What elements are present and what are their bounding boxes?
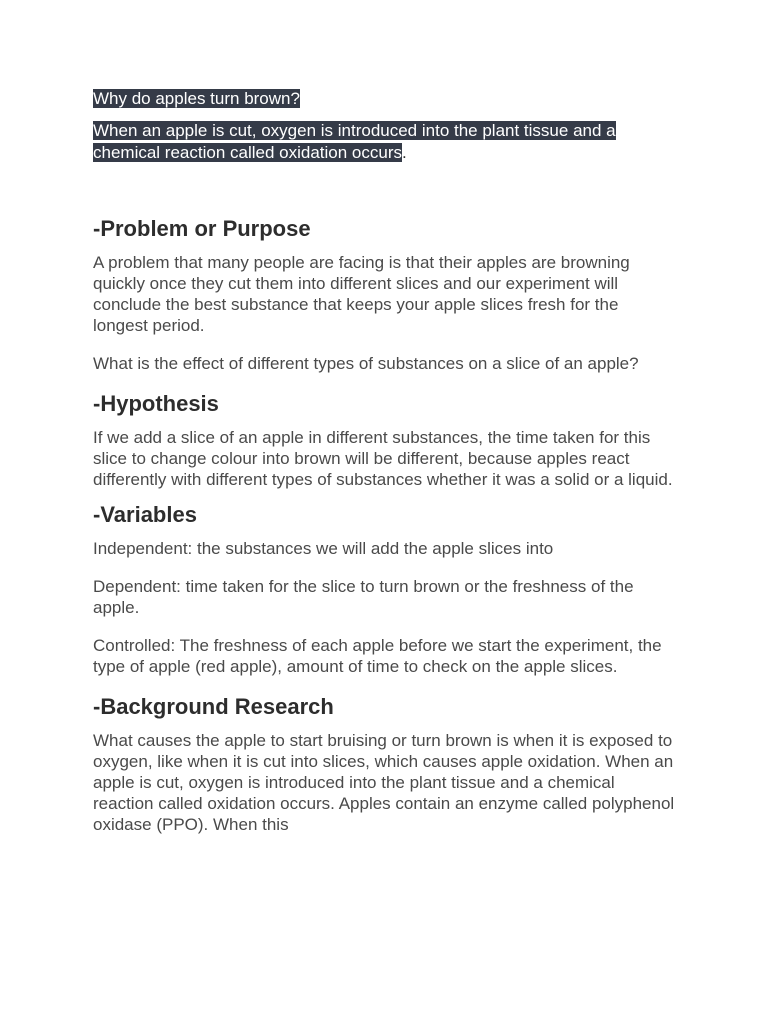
purpose-paragraph: A problem that many people are facing is that their apples are browning quickly once they cut them into different slices and our experiment will conclude the best substance that keeps your apple slices fresh for the longest period.: [93, 253, 630, 335]
hypothesis-paragraph: If we add a slice of an apple in different substances, the time taken for this slice to change colour into brown will be different, because apples react differently with different types of substances whether it was a solid or a liquid.: [93, 428, 673, 489]
research-paragraph: What causes the apple to start bruising or turn brown is when it is exposed to oxygen, like when it is cut into slices, which causes apple oxidation. When an apple is cut, oxygen is introduced into the plant tissue and a chemical reaction called oxidation occurs. Apples contain an enzyme called polyphenol oxidase (PPO). When this: [93, 731, 675, 834]
intro-answer-line: [93, 120, 675, 164]
heading-hypothesis: -Hypothesis: [93, 391, 219, 416]
intro-question[interactable]: Why do apples turn brown?: [93, 89, 300, 108]
variable-independent: Independent: the substances we will add the apple slices into: [93, 539, 554, 558]
purpose-question: What is the effect of different types of substances on a slice of an apple?: [93, 354, 639, 373]
intro-answer[interactable]: When an apple is cut, oxygen is introduced into the plant tissue and a chemical reaction called oxidation occurs: [93, 121, 616, 162]
heading-background-research: -Background Research: [93, 694, 334, 719]
intro-question-line: [93, 88, 675, 110]
variable-dependent: Dependent: time taken for the slice to turn brown or the freshness of the apple.: [93, 577, 634, 617]
heading-variables: -Variables: [93, 502, 197, 527]
document-page: [93, 88, 675, 852]
variable-controlled: Controlled: The freshness of each apple before we start the experiment, the type of apple (red apple), amount of time to check on the apple slices.: [93, 636, 662, 676]
heading-problem-purpose: -Problem or Purpose: [93, 216, 311, 241]
intro-answer-period: .: [402, 143, 407, 162]
